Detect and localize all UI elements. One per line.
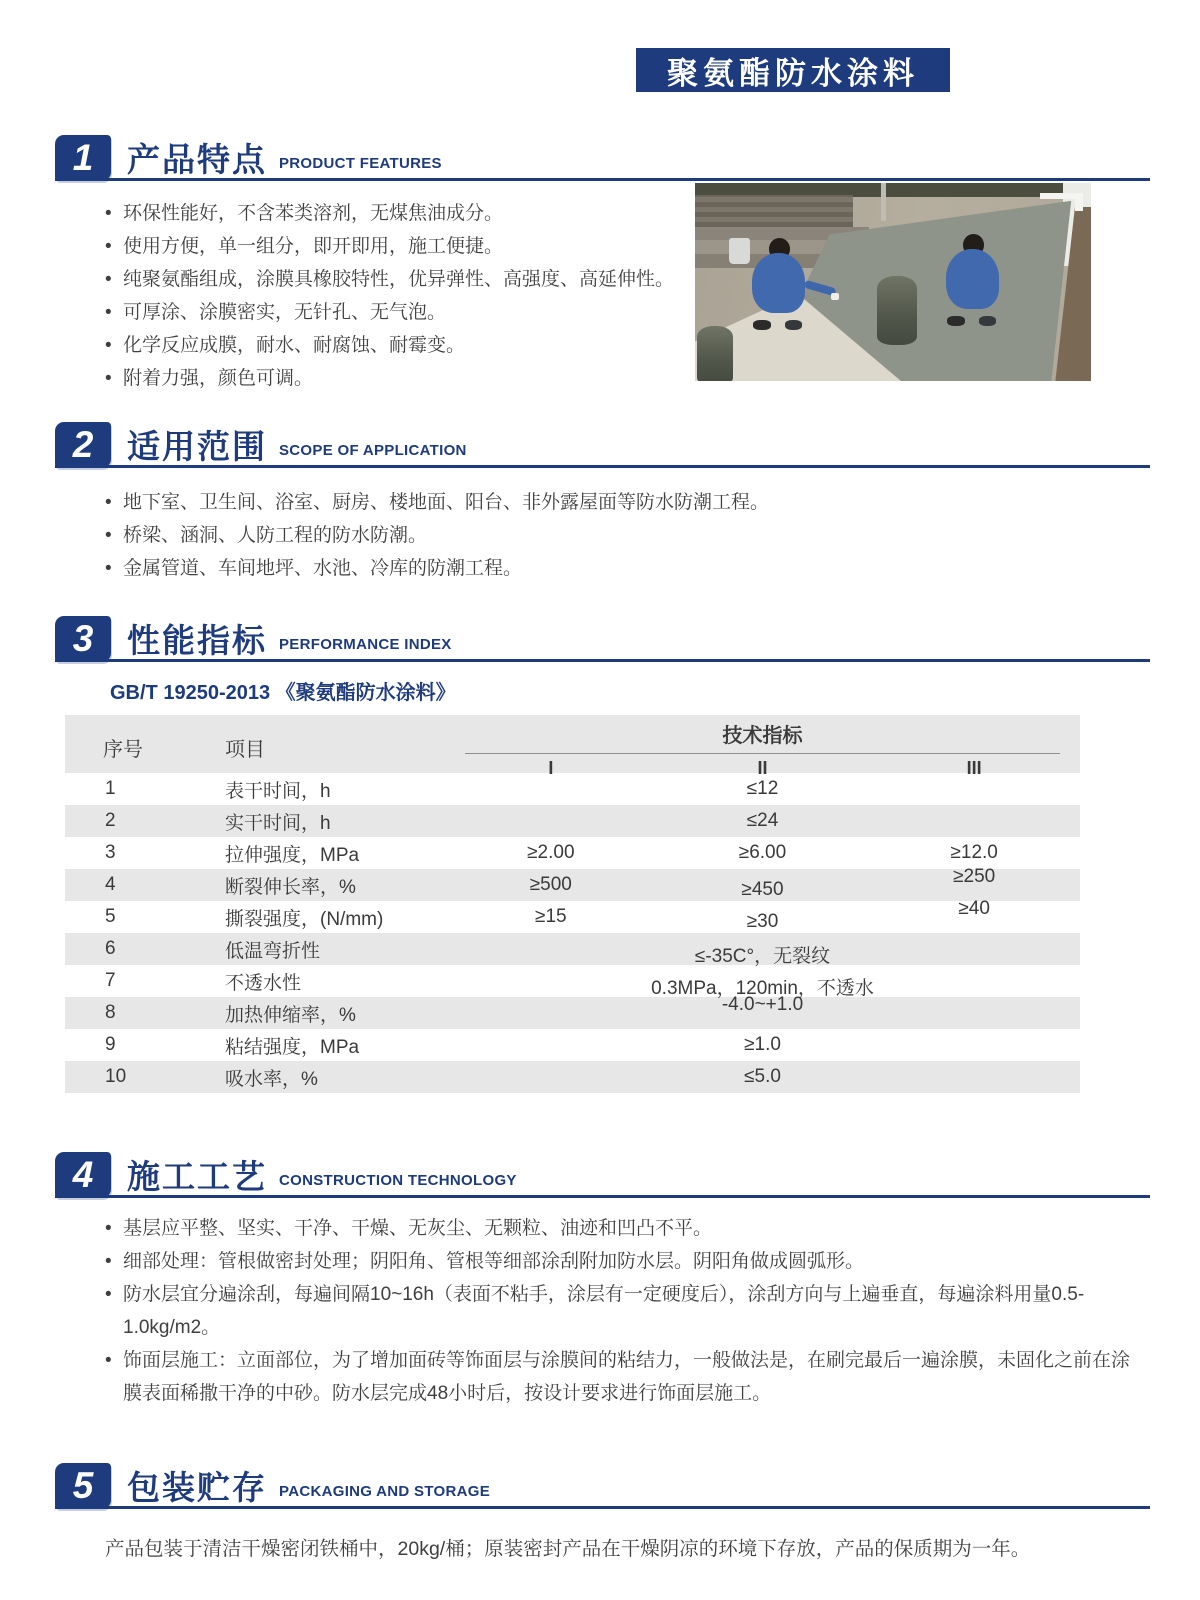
bullet-item: • 金属管道、车间地坪、水池、冷库的防潮工程。 — [105, 552, 1115, 585]
table-row — [65, 1029, 1080, 1061]
photo-worker — [746, 238, 809, 329]
bullet-item: • 防水层宜分遍涂刮，每遍间隔10~16h（表面不粘手，涂层有一定硬度后），涂刮方向与上遍垂直，每遍涂料用量0.5-1.0kg/m2。 — [105, 1278, 1130, 1344]
worker-body — [752, 253, 805, 313]
bullet-item: • 饰面层施工：立面部位，为了增加面砖等饰面层与涂膜间的粘结力，一般做法是，在刷完最后一遍涂膜，未固化之前在涂膜表面稀撒干净的中砂。防水层完成48小时后，按设计要求进行饰面层施工。 — [105, 1344, 1130, 1410]
table-row — [65, 1061, 1080, 1093]
worker-shoe — [785, 320, 803, 330]
bullet-item: • 使用方便，单一组分，即开即用，施工便捷。 — [105, 230, 705, 263]
section-4-header — [55, 1145, 1150, 1198]
col-header-tech: 技术指标 — [722, 725, 803, 747]
cell-item: 低温弯折性 — [225, 940, 321, 962]
section-2-title: 适用范围 — [127, 428, 267, 465]
cell-index: 1 — [105, 778, 116, 799]
section-2-subtitle: SCOPE OF APPLICATION — [279, 442, 467, 459]
section-5-header — [55, 1456, 1150, 1509]
cell-index: 8 — [105, 1002, 116, 1023]
table-row — [65, 837, 1080, 869]
product-title-banner: 聚氨酯防水涂料 — [636, 48, 950, 92]
cell-item: 加热伸缩率，% — [225, 1004, 356, 1026]
tech-levels — [445, 754, 1080, 779]
section-4-subtitle: CONSTRUCTION TECHNOLOGY — [279, 1172, 517, 1189]
section-3-subtitle: PERFORMANCE INDEX — [279, 636, 452, 653]
table-row — [65, 994, 1080, 1029]
cell-index: 4 — [105, 874, 116, 895]
cell-index: 10 — [105, 1066, 127, 1087]
cell-value: ≤24 — [746, 810, 779, 831]
cell-index: 5 — [105, 906, 116, 927]
cell-item: 粘结强度，MPa — [225, 1036, 360, 1058]
cell-value: -4.0~+1.0 — [721, 994, 804, 1015]
col-header-item: 项目 — [225, 738, 265, 761]
photo-railing — [1075, 199, 1083, 211]
table-row — [65, 898, 1080, 933]
bullet-item: • 化学反应成膜，耐水、耐腐蚀、耐霉变。 — [105, 329, 705, 362]
section-3-number-badge: 3 — [55, 616, 111, 662]
bullet-item: • 可厚涂、涂膜密实，无针孔、无气泡。 — [105, 296, 705, 329]
cell-value: ≥30 — [746, 911, 779, 932]
cell-index: 2 — [105, 810, 116, 831]
cell-index: 6 — [105, 938, 116, 959]
cell-value: ≥2.00 — [527, 842, 575, 863]
table-body — [65, 773, 1080, 1093]
bullet-item: • 附着力强，颜色可调。 — [105, 362, 705, 395]
section-4-number-badge: 4 — [55, 1152, 111, 1198]
cell-item: 断裂伸长率，% — [225, 876, 356, 898]
cell-item: 实干时间，h — [225, 812, 331, 834]
table-row — [65, 773, 1080, 805]
col-header-tech-group — [445, 715, 1080, 779]
cell-value: ≤12 — [746, 778, 779, 799]
cell-value: ≥6.00 — [738, 842, 787, 863]
cell-value: ≤5.0 — [744, 1066, 781, 1087]
bullet-item: • 地下室、卫生间、浴室、厨房、楼地面、阳台、非外露屋面等防水防潮工程。 — [105, 486, 1115, 519]
section-1-title: 产品特点 — [127, 141, 267, 178]
cell-value: ≥40 — [958, 898, 990, 919]
table-row — [65, 965, 1080, 997]
worker-shoe — [979, 316, 997, 326]
cell-item: 拉伸强度，MPa — [225, 844, 360, 866]
bullet-item: • 环保性能好，不含苯类溶剂，无煤焦油成分。 — [105, 197, 705, 230]
col-header-level-3: III — [966, 758, 982, 778]
table-row — [65, 805, 1080, 837]
cell-item: 撕裂强度，(N/mm) — [225, 908, 384, 930]
table-header — [65, 715, 1080, 778]
standard-reference: GB/T 19250-2013 《聚氨酯防水涂料》 — [110, 682, 456, 704]
packaging-storage-text: 产品包装于清洁干燥密闭铁桶中，20kg/桶；原装密封产品在干燥阴凉的环境下存放，产品的保质期为一年。 — [105, 1538, 1031, 1560]
photo-stone-wall — [695, 195, 853, 227]
worker-shoe — [947, 316, 965, 326]
cell-index: 7 — [105, 970, 116, 991]
section-5-number-badge: 5 — [55, 1463, 111, 1509]
cell-value: ≥450 — [741, 879, 784, 900]
section-3-header — [55, 609, 1150, 662]
section-2-header — [55, 415, 1150, 468]
section-1-header — [55, 128, 1150, 181]
col-header-level-1: I — [548, 758, 554, 778]
cell-item: 不透水性 — [225, 972, 302, 994]
bullet-item: • 基层应平整、坚实、干净、干燥、无灰尘、无颗粒、油迹和凹凸不平。 — [105, 1212, 1130, 1245]
section-5-title: 包装贮存 — [127, 1469, 267, 1506]
section-4-title: 施工工艺 — [127, 1158, 267, 1195]
table-row — [65, 866, 1080, 901]
photo-barrel — [697, 326, 733, 381]
product-photo — [695, 183, 1091, 381]
col-header-index: 序号 — [103, 738, 143, 761]
cell-value: ≤-35C°，无裂纹 — [694, 945, 831, 967]
col-header-level-2: II — [757, 758, 768, 778]
bullet-item: • 纯聚氨酯组成，涂膜具橡胶特性，优异弹性、高强度、高延伸性。 — [105, 263, 705, 296]
cell-value: ≥500 — [529, 874, 572, 895]
worker-shoe — [753, 320, 771, 330]
construction-steps-list — [105, 1212, 1130, 1410]
cell-value: ≥15 — [535, 906, 567, 927]
section-1-subtitle: PRODUCT FEATURES — [279, 155, 442, 172]
product-features-list — [105, 197, 705, 395]
section-2-number-badge: 2 — [55, 422, 111, 468]
section-1-number-badge: 1 — [55, 135, 111, 181]
worker-body — [946, 249, 999, 309]
cell-item: 吸水率，% — [225, 1068, 318, 1090]
bullet-item: • 桥梁、涵洞、人防工程的防水防潮。 — [105, 519, 1115, 552]
section-5-subtitle: PACKAGING AND STORAGE — [279, 1483, 491, 1500]
photo-pole — [881, 183, 886, 221]
photo-worker — [941, 234, 1004, 325]
photo-barrel — [877, 276, 917, 345]
cell-index: 3 — [105, 842, 116, 863]
cell-item: 表干时间，h — [225, 780, 331, 802]
worker-brush — [831, 293, 839, 300]
bullet-item: • 细部处理：管根做密封处理；阴阳角、管根等细部涂刮附加防水层。阴阳角做成圆弧形。 — [105, 1245, 1130, 1278]
cell-value: ≥12.0 — [950, 842, 998, 863]
cell-value: ≥1.0 — [744, 1034, 781, 1055]
table-row — [65, 933, 1080, 965]
performance-table — [65, 715, 1080, 1093]
cell-index: 9 — [105, 1034, 116, 1055]
scope-list — [105, 486, 1115, 585]
section-3-title: 性能指标 — [127, 622, 267, 659]
cell-value: ≥250 — [953, 866, 996, 887]
cell-value: 0.3MPa，120min，不透水 — [651, 977, 874, 999]
